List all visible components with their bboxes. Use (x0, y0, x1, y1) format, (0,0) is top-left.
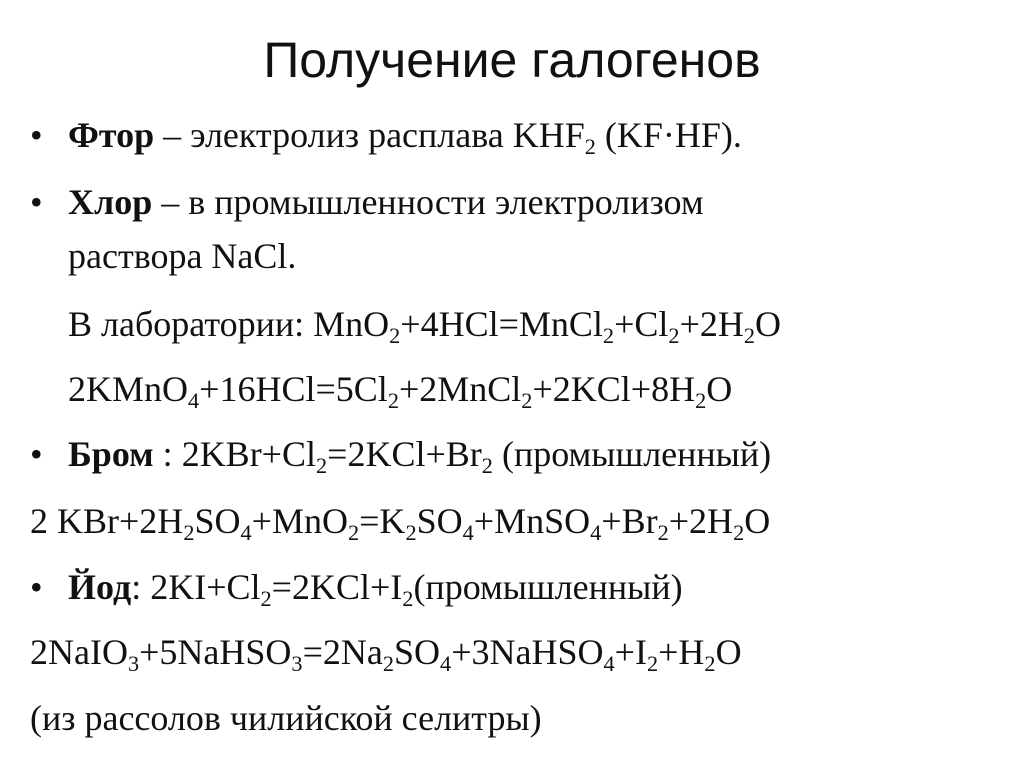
formula-subscript: 2 (347, 520, 360, 546)
formula-text: =K (359, 501, 406, 541)
formula-subscript: 2 (695, 388, 707, 414)
formula-subscript: 2 (521, 388, 533, 414)
chlorine-text-line1: – в промышленности электролизом (152, 182, 704, 222)
fluorine-sub: 2 (584, 134, 596, 160)
formula-text: SO (416, 501, 463, 541)
bromine-equation-2 (30, 499, 771, 546)
formula-text: (промышленный) (413, 567, 683, 607)
formula-text: +MnSO (473, 501, 591, 541)
formula-text: O (715, 632, 742, 672)
bullet-marker: • (30, 567, 43, 607)
formula-text: +I (614, 632, 647, 672)
formula-text: 2NaIO (30, 632, 128, 672)
formula-subscript: 2 (402, 586, 414, 612)
formula-text: SO (194, 501, 241, 541)
formula-subscript: 2 (668, 323, 680, 349)
iodine-equation-1 (150, 567, 683, 612)
formula-subscript: 2 (602, 323, 615, 349)
formula-subscript: 2 (382, 651, 395, 677)
formula-subscript: 2 (405, 520, 417, 546)
formula-subscript: 2 (316, 453, 328, 479)
formula-text: +5NaHSO (139, 632, 292, 672)
formula-text: SO (394, 632, 441, 672)
iodine-name: Йод (68, 567, 132, 607)
fluorine-formula: (KF·HF). (595, 115, 742, 155)
bullet-marker: • (30, 434, 43, 474)
formula-subscript: 4 (603, 651, 615, 677)
formula-subscript: 2 (260, 586, 272, 612)
formula-subscript: 2 (481, 453, 493, 479)
formula-subscript: 3 (291, 651, 303, 677)
chlorine-equation-1 (313, 304, 782, 349)
bromine-name: Бром (68, 434, 154, 474)
chlorine-lab-prefix: В лаборатории: (68, 304, 314, 344)
formula-text: 2KBr+Cl (181, 434, 317, 474)
chlorine-lab-equation (68, 302, 782, 349)
formula-subscript: 2 (183, 520, 195, 546)
bullet-marker: • (30, 115, 43, 155)
formula-text: +Cl (614, 304, 669, 344)
formula-subscript: 2 (389, 323, 401, 349)
formula-subscript: 4 (188, 388, 200, 414)
chlorine-text-line2: раствора NaCl. (68, 236, 297, 276)
formula-text: +H (658, 632, 705, 672)
fluorine-name: Фтор (68, 115, 155, 155)
formula-text: O (706, 369, 733, 409)
formula-subscript: 4 (590, 520, 602, 546)
chlorine-equation-2 (68, 367, 733, 414)
iodine-separator: : (131, 567, 151, 607)
formula-subscript: 2 (704, 651, 716, 677)
formula-subscript: 4 (240, 520, 252, 546)
formula-text: =2KCl+I (271, 567, 403, 607)
formula-subscript: 2 (387, 388, 399, 414)
formula-text: +2H (679, 304, 744, 344)
formula-subscript: 2 (733, 520, 745, 546)
formula-text: O (755, 304, 782, 344)
formula-subscript: 2 (743, 323, 756, 349)
formula-subscript: 2 (646, 651, 659, 677)
formula-text: =2KCl+Br (327, 434, 482, 474)
iodine-note: (из рассолов чилийской селитры) (30, 698, 542, 738)
formula-text: =2Na (302, 632, 383, 672)
formula-subscript: 4 (440, 651, 452, 677)
chlorine-name: Хлор (68, 182, 153, 222)
fluorine-text: – электролиз расплава KHF (154, 115, 585, 155)
formula-text: +2H (668, 501, 734, 541)
formula-text: MnO (313, 304, 390, 344)
formula-text: +2KCl+8H (532, 369, 696, 409)
formula-text: +Br (601, 501, 658, 541)
formula-text: (промышленный) (492, 434, 772, 474)
formula-text: 2KMnO (68, 369, 189, 409)
formula-text: +2MnCl (398, 369, 522, 409)
formula-text: 2 KBr+2H (30, 501, 184, 541)
iodine-equation-2 (30, 630, 742, 677)
formula-text: +MnO (251, 501, 348, 541)
formula-text: +3NaHSO (451, 632, 604, 672)
formula-text: +4HCl=MnCl (400, 304, 603, 344)
formula-text: O (744, 501, 771, 541)
bullet-marker: • (30, 182, 43, 222)
formula-text: 2KI+Cl (150, 567, 261, 607)
bromine-separator: : (153, 434, 182, 474)
slide-title: Получение галогенов (263, 32, 761, 88)
formula-subscript: 3 (127, 651, 140, 677)
formula-subscript: 4 (462, 520, 474, 546)
bromine-equation-1 (181, 434, 772, 479)
formula-subscript: 2 (657, 520, 669, 546)
formula-text: +16HCl=5Cl (199, 369, 388, 409)
